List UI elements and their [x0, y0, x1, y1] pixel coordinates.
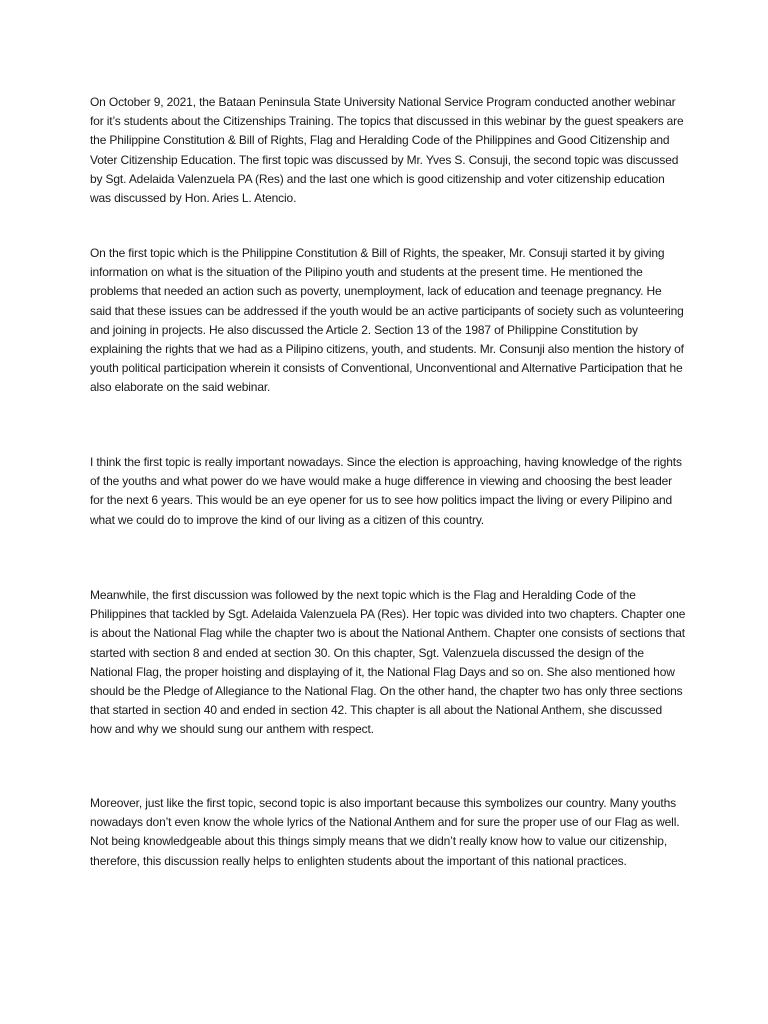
paragraph-second-topic-summary: Meanwhile, the first discussion was followed by the next topic which is the Flag and Heralding Code of the Philippines that tackled by Sgt. Adelaida Valenzuela PA (Res). Her topic was divided into two chapters. Chapter one is about the National Flag while the chapter two is about the National Anthem. Chapter one consists of sections that started with section 8 and ended at section 30. On this chapter, Sgt. Valenzuela discussed the design of the National Flag, the proper hoisting and displaying of it, the National Flag Days and so on. She also mentioned how should be the Pledge of Allegiance to the National Flag. On the other hand, the chapter two has only three sections that started in section 40 and ended in section 42. This chapter is all about the National Anthem, she discussed how and why we should sung our anthem with respect. [90, 588, 686, 737]
paragraph-webinar-overview: On October 9, 2021, the Bataan Peninsula State University National Service Program conducted another webinar for it’s students about the Citizenships Training. The topics that discussed in this webinar by the guest speakers are the Philippine Constitution & Bill of Rights, Flag and Heralding Code of the Philippines and Good Citizenship and Voter Citizenship Education. The first topic was discussed by Mr. Yves S. Consuji, the second topic was discussed by Sgt. Adelaida Valenzuela PA (Res) and the last one which is good citizenship and voter citizenship education was discussed by Hon. Aries L. Atencio. [90, 95, 684, 206]
paragraph-second-topic-reflection: Moreover, just like the first topic, second topic is also important because this symbolizes our country. Many youths nowadays don’t even know the whole lyrics of the National Anthem and for sure the proper use of our Flag as well. Not being knowledgeable about this things simply means that we didn’t really know how to value our citizenship, therefore, this discussion really helps to enlighten students about the important of this national practices. [90, 796, 680, 868]
paragraph-first-topic-reflection: I think the first topic is really important nowadays. Since the election is approaching, having knowledge of the rights of the youths and what power do we have would make a huge difference in viewing and choosing the best leader for the next 6 years. This would be an eye opener for us to see how politics impact the living or every Pilipino and what we could do to improve the kind of our living as a citizen of this country. [90, 455, 682, 527]
paragraph-first-topic-summary: On the first topic which is the Philippine Constitution & Bill of Rights, the speaker, Mr. Consuji started it by giving information on what is the situation of the Pilipino youth and students at the present time. He mentioned the problems that needed an action such as poverty, unemployment, lack of education and teenage pregnancy. He said that these issues can be addressed if the youth would be an active participants of society such as volunteering and joining in projects. He also discussed the Article 2. Section 13 of the 1987 of Philippine Constitution by explaining the rights that we had as a Pilipino citizens, youth, and students. Mr. Consunji also mention the history of youth political participation wherein it consists of Conventional, Unconventional and Alternative Participation that he also elaborate on the said webinar. [90, 246, 684, 395]
